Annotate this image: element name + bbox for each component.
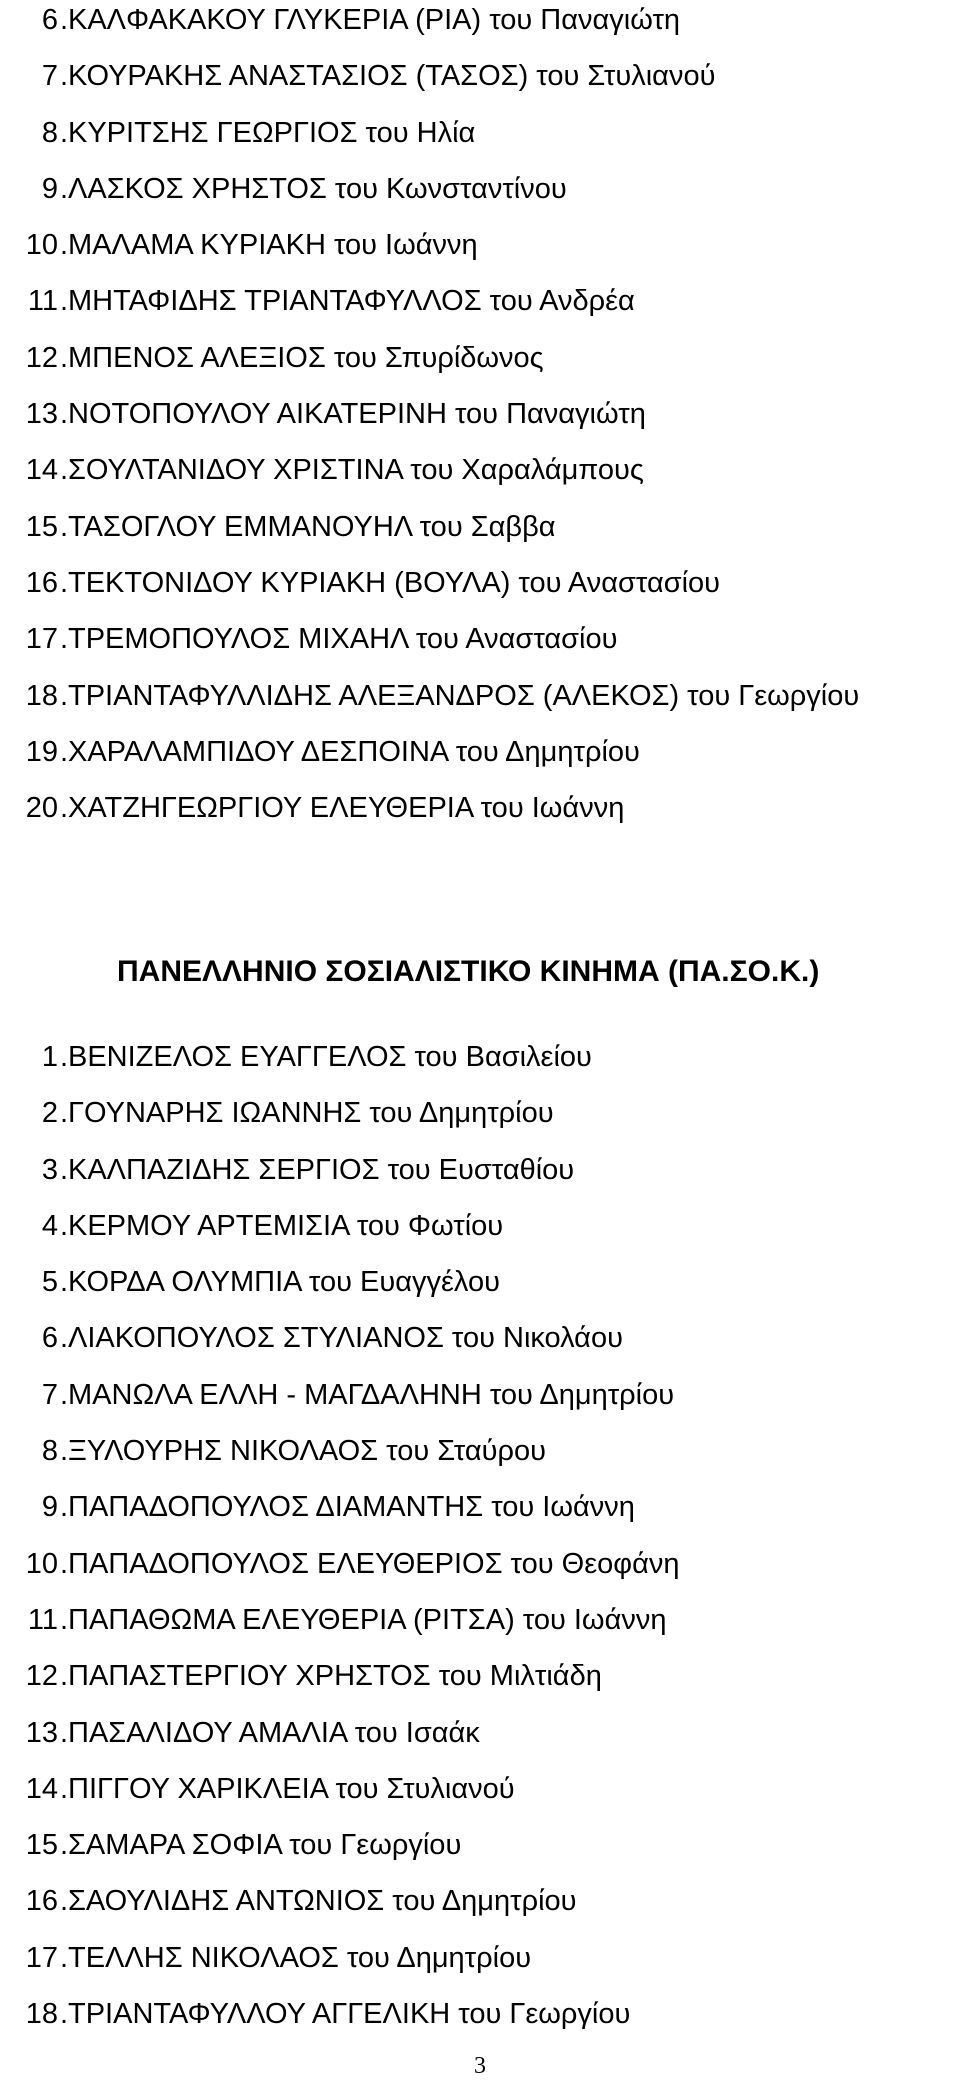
item-number: 3 bbox=[41, 1153, 58, 1186]
list-item: 19 . ΧΑΡΑΛΑΜΠΙΔΟΥ ΔΕΣΠΟΙΝΑ του Δημητρίου bbox=[0, 732, 859, 788]
candidate-list-pasok bbox=[0, 1037, 679, 2050]
list-item: 18 . ΤΡΙΑΝΤΑΦΥΛΛΟΥ ΑΓΓΕΛΙΚΗ του Γεωργίου bbox=[0, 1994, 679, 2050]
item-number: 18 bbox=[25, 679, 58, 712]
item-number: 5 bbox=[41, 1266, 58, 1299]
item-name: ΣΑΟΥΛΙΔΗΣ ΑΝΤΩΝΙΟΣ του Δημητρίου bbox=[68, 1885, 577, 1918]
list-item: 14 . ΣΟΥΛΤΑΝΙΔΟΥ ΧΡΙΣΤΙΝΑ του Χαραλάμπους bbox=[0, 450, 859, 506]
item-number: 7 bbox=[41, 1378, 58, 1411]
item-name: ΤΡΙΑΝΤΑΦΥΛΛΙΔΗΣ ΑΛΕΞΑΝΔΡΟΣ (ΑΛΕΚΟΣ) του Γεωργίου bbox=[68, 679, 860, 712]
item-number: 15 bbox=[25, 510, 58, 543]
item-name: ΜΗΤΑΦΙΔΗΣ ΤΡΙΑΝΤΑΦΥΛΛΟΣ του Ανδρέα bbox=[68, 285, 635, 318]
item-number: 13 bbox=[25, 398, 58, 431]
list-item: 2 . ΓΟΥΝΑΡΗΣ ΙΩΑΝΝΗΣ του Δημητρίου bbox=[0, 1093, 679, 1149]
item-number: 16 bbox=[25, 566, 58, 599]
item-name: ΤΡΕΜΟΠΟΥΛΟΣ ΜΙΧΑΗΛ του Αναστασίου bbox=[68, 623, 618, 656]
item-number: 4 bbox=[41, 1209, 58, 1242]
item-name: ΣΟΥΛΤΑΝΙΔΟΥ ΧΡΙΣΤΙΝΑ του Χαραλάμπους bbox=[68, 454, 644, 487]
list-item: 12 . ΜΠΕΝΟΣ ΑΛΕΞΙΟΣ του Σπυρίδωνος bbox=[0, 338, 859, 394]
item-number: 11 bbox=[27, 1603, 58, 1636]
item-name: ΣΑΜΑΡΑ ΣΟΦΙΑ του Γεωργίου bbox=[68, 1829, 462, 1862]
item-name: ΚΕΡΜΟΥ ΑΡΤΕΜΙΣΙΑ του Φωτίου bbox=[68, 1209, 504, 1242]
item-name: ΜΑΝΩΛΑ ΕΛΛΗ - ΜΑΓΔΑΛΗΝΗ του Δημητρίου bbox=[68, 1378, 675, 1411]
list-item: 8 . ΚΥΡΙΤΣΗΣ ΓΕΩΡΓΙΟΣ του Ηλία bbox=[0, 113, 859, 169]
item-number: 14 bbox=[25, 1772, 58, 1805]
item-number: 12 bbox=[25, 1660, 58, 1693]
item-number: 8 bbox=[41, 1435, 58, 1468]
item-number: 6 bbox=[41, 1322, 58, 1355]
list-item: 3 . ΚΑΛΠΑΖΙΔΗΣ ΣΕΡΓΙΟΣ του Ευσταθίου bbox=[0, 1150, 679, 1206]
list-item: 6 . ΚΑΛΦΑΚΑΚΟΥ ΓΛΥΚΕΡΙΑ (ΡΙΑ) του Παναγιώτη bbox=[0, 0, 859, 56]
list-item: 13 . ΝΟΤΟΠΟΥΛΟΥ ΑΙΚΑΤΕΡΙΝΗ του Παναγιώτη bbox=[0, 394, 859, 450]
item-number: 19 bbox=[25, 735, 58, 768]
list-item: 4 . ΚΕΡΜΟΥ ΑΡΤΕΜΙΣΙΑ του Φωτίου bbox=[0, 1206, 679, 1262]
item-name: ΓΟΥΝΑΡΗΣ ΙΩΑΝΝΗΣ του Δημητρίου bbox=[68, 1097, 554, 1130]
item-number: 9 bbox=[41, 1491, 58, 1524]
item-name: ΤΑΣΟΓΛΟΥ ΕΜΜΑΝΟΥΗΛ του Σαββα bbox=[68, 510, 556, 543]
list-item: 12 . ΠΑΠΑΣΤΕΡΓΙΟΥ ΧΡΗΣΤΟΣ του Μιλτιάδη bbox=[0, 1656, 679, 1712]
list-item: 16 . ΤΕΚΤΟΝΙΔΟΥ ΚΥΡΙΑΚΗ (ΒΟΥΛΑ) του Αναστασίου bbox=[0, 563, 859, 619]
item-name: ΚΟΥΡΑΚΗΣ ΑΝΑΣΤΑΣΙΟΣ (ΤΑΣΟΣ) του Στυλιανού bbox=[68, 60, 716, 93]
item-number: 15 bbox=[25, 1829, 58, 1862]
list-item: 7 . ΜΑΝΩΛΑ ΕΛΛΗ - ΜΑΓΔΑΛΗΝΗ του Δημητρίου bbox=[0, 1375, 679, 1431]
item-number: 20 bbox=[25, 792, 58, 825]
item-name: ΠΑΣΑΛΙΔΟΥ ΑΜΑΛΙΑ του Ισαάκ bbox=[68, 1716, 480, 1749]
item-number: 2 bbox=[41, 1097, 58, 1130]
item-name: ΧΑΡΑΛΑΜΠΙΔΟΥ ΔΕΣΠΟΙΝΑ του Δημητρίου bbox=[68, 735, 640, 768]
item-name: ΤΕΚΤΟΝΙΔΟΥ ΚΥΡΙΑΚΗ (ΒΟΥΛΑ) του Αναστασίου bbox=[68, 566, 721, 599]
list-item: 17 . ΤΡΕΜΟΠΟΥΛΟΣ ΜΙΧΑΗΛ του Αναστασίου bbox=[0, 619, 859, 675]
list-item: 11 . ΠΑΠΑΘΩΜΑ ΕΛΕΥΘΕΡΙΑ (ΡΙΤΣΑ) του Ιωάννη bbox=[0, 1600, 679, 1656]
list-item: 15 . ΤΑΣΟΓΛΟΥ ΕΜΜΑΝΟΥΗΛ του Σαββα bbox=[0, 507, 859, 563]
list-item: 16 . ΣΑΟΥΛΙΔΗΣ ΑΝΤΩΝΙΟΣ του Δημητρίου bbox=[0, 1881, 679, 1937]
list-item: 17 . ΤΕΛΛΗΣ ΝΙΚΟΛΑΟΣ του Δημητρίου bbox=[0, 1938, 679, 1994]
list-item: 10 . ΠΑΠΑΔΟΠΟΥΛΟΣ ΕΛΕΥΘΕΡΙΟΣ του Θεοφάνη bbox=[0, 1544, 679, 1600]
item-name: ΒΕΝΙΖΕΛΟΣ ΕΥΑΓΓΕΛΟΣ του Βασιλείου bbox=[68, 1041, 592, 1073]
item-number: 10 bbox=[25, 1547, 58, 1580]
item-name: ΠΑΠΑΘΩΜΑ ΕΛΕΥΘΕΡΙΑ (ΡΙΤΣΑ) του Ιωάννη bbox=[68, 1603, 667, 1636]
item-number: 14 bbox=[25, 454, 58, 487]
item-name: ΧΑΤΖΗΓΕΩΡΓΙΟΥ ΕΛΕΥΘΕΡΙΑ του Ιωάννη bbox=[68, 792, 625, 825]
item-number: 9 bbox=[41, 172, 58, 205]
list-item: 9 . ΛΑΣΚΟΣ ΧΡΗΣΤΟΣ του Κωνσταντίνου bbox=[0, 169, 859, 225]
list-item: 18 . ΤΡΙΑΝΤΑΦΥΛΛΙΔΗΣ ΑΛΕΞΑΝΔΡΟΣ (ΑΛΕΚΟΣ) του Γεωργίου bbox=[0, 676, 859, 732]
list-item: 20 . ΧΑΤΖΗΓΕΩΡΓΙΟΥ ΕΛΕΥΘΕΡΙΑ του Ιωάννη bbox=[0, 788, 859, 844]
item-number: 1 bbox=[41, 1041, 58, 1073]
item-number: 17 bbox=[25, 1941, 58, 1974]
list-item: 8 . ΞΥΛΟΥΡΗΣ ΝΙΚΟΛΑΟΣ του Σταύρου bbox=[0, 1431, 679, 1487]
item-name: ΚΟΡΔΑ ΟΛΥΜΠΙΑ του Ευαγγέλου bbox=[68, 1266, 500, 1299]
candidate-list-continued bbox=[0, 0, 859, 844]
item-name: ΠΑΠΑΔΟΠΟΥΛΟΣ ΕΛΕΥΘΕΡΙΟΣ του Θεοφάνη bbox=[68, 1547, 680, 1580]
list-item: 13 . ΠΑΣΑΛΙΔΟΥ ΑΜΑΛΙΑ του Ισαάκ bbox=[0, 1713, 679, 1769]
list-item: 10 . ΜΑΛΑΜΑ ΚΥΡΙΑΚΗ του Ιωάννη bbox=[0, 225, 859, 281]
list-item: 14 . ΠΙΓΓΟΥ ΧΑΡΙΚΛΕΙΑ του Στυλιανού bbox=[0, 1769, 679, 1825]
list-item: 15 . ΣΑΜΑΡΑ ΣΟΦΙΑ του Γεωργίου bbox=[0, 1825, 679, 1881]
list-item: 1 . ΒΕΝΙΖΕΛΟΣ ΕΥΑΓΓΕΛΟΣ του Βασιλείου bbox=[0, 1037, 679, 1093]
item-number: 13 bbox=[25, 1716, 58, 1749]
item-name: ΤΡΙΑΝΤΑΦΥΛΛΟΥ ΑΓΓΕΛΙΚΗ του Γεωργίου bbox=[68, 1998, 631, 2031]
item-number: 6 bbox=[41, 4, 58, 36]
list-item: 7 . ΚΟΥΡΑΚΗΣ ΑΝΑΣΤΑΣΙΟΣ (ΤΑΣΟΣ) του Στυλιανού bbox=[0, 56, 859, 112]
section-heading: ΠΑΝΕΛΛΗΝΙΟ ΣΟΣΙΑΛΙΣΤΙΚΟ ΚΙΝΗΜΑ (ΠΑ.ΣΟ.Κ.) bbox=[117, 955, 820, 988]
item-number: 7 bbox=[41, 60, 58, 93]
item-name: ΠΑΠΑΣΤΕΡΓΙΟΥ ΧΡΗΣΤΟΣ του Μιλτιάδη bbox=[68, 1660, 602, 1693]
item-name: ΚΥΡΙΤΣΗΣ ΓΕΩΡΓΙΟΣ του Ηλία bbox=[68, 116, 476, 149]
list-item: 11 . ΜΗΤΑΦΙΔΗΣ ΤΡΙΑΝΤΑΦΥΛΛΟΣ του Ανδρέα bbox=[0, 281, 859, 337]
item-number: 11 bbox=[27, 285, 58, 318]
item-name: ΜΠΕΝΟΣ ΑΛΕΞΙΟΣ του Σπυρίδωνος bbox=[68, 341, 544, 374]
item-number: 18 bbox=[25, 1998, 58, 2031]
item-name: ΠΙΓΓΟΥ ΧΑΡΙΚΛΕΙΑ του Στυλιανού bbox=[68, 1772, 515, 1805]
list-item: 6 . ΛΙΑΚΟΠΟΥΛΟΣ ΣΤΥΛΙΑΝΟΣ του Νικολάου bbox=[0, 1318, 679, 1374]
item-name: ΛΙΑΚΟΠΟΥΛΟΣ ΣΤΥΛΙΑΝΟΣ του Νικολάου bbox=[68, 1322, 623, 1355]
item-name: ΤΕΛΛΗΣ ΝΙΚΟΛΑΟΣ του Δημητρίου bbox=[68, 1941, 532, 1974]
item-name: ΜΑΛΑΜΑ ΚΥΡΙΑΚΗ του Ιωάννη bbox=[68, 229, 478, 262]
item-name: ΠΑΠΑΔΟΠΟΥΛΟΣ ΔΙΑΜΑΝΤΗΣ του Ιωάννη bbox=[68, 1491, 635, 1524]
list-item: 9 . ΠΑΠΑΔΟΠΟΥΛΟΣ ΔΙΑΜΑΝΤΗΣ του Ιωάννη bbox=[0, 1487, 679, 1543]
item-name: ΚΑΛΠΑΖΙΔΗΣ ΣΕΡΓΙΟΣ του Ευσταθίου bbox=[68, 1153, 575, 1186]
item-name: ΛΑΣΚΟΣ ΧΡΗΣΤΟΣ του Κωνσταντίνου bbox=[68, 172, 567, 205]
item-number: 10 bbox=[25, 229, 58, 262]
item-number: 17 bbox=[25, 623, 58, 656]
list-item: 5 . ΚΟΡΔΑ ΟΛΥΜΠΙΑ του Ευαγγέλου bbox=[0, 1262, 679, 1318]
page-number: 3 bbox=[474, 2053, 486, 2079]
item-name: ΞΥΛΟΥΡΗΣ ΝΙΚΟΛΑΟΣ του Σταύρου bbox=[68, 1435, 546, 1468]
item-number: 8 bbox=[41, 116, 58, 149]
item-name: ΝΟΤΟΠΟΥΛΟΥ ΑΙΚΑΤΕΡΙΝΗ του Παναγιώτη bbox=[68, 398, 646, 431]
item-number: 16 bbox=[25, 1885, 58, 1918]
item-name: ΚΑΛΦΑΚΑΚΟΥ ΓΛΥΚΕΡΙΑ (ΡΙΑ) του Παναγιώτη bbox=[68, 4, 681, 36]
item-number: 12 bbox=[25, 341, 58, 374]
